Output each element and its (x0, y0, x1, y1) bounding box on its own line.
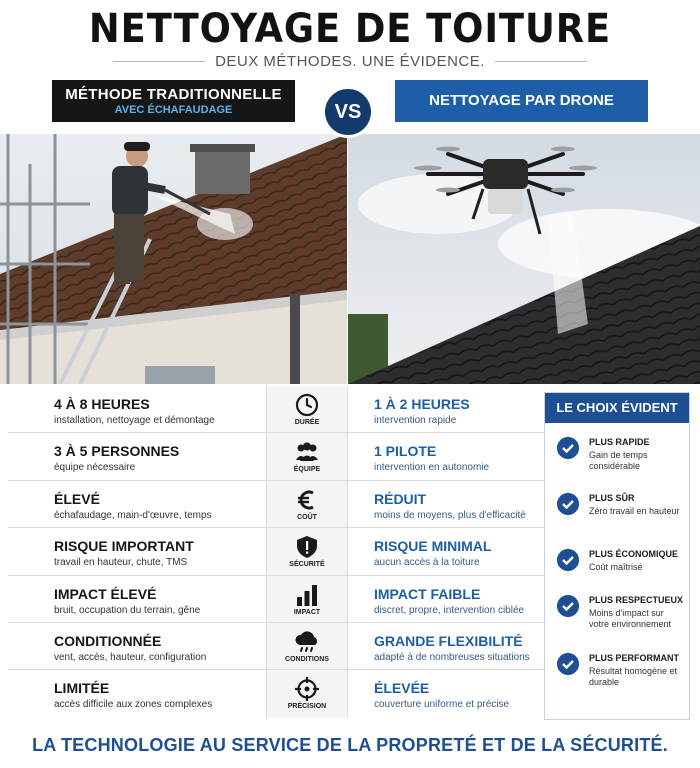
drone-cleaning-photo (348, 134, 700, 384)
table-row (8, 670, 544, 717)
benefit-title: PLUS ÉCONOMIQUE (589, 549, 679, 559)
table-row (8, 576, 544, 623)
table-row (8, 623, 544, 670)
traditional-desc: échafaudage, main-d'œuvre, temps (54, 509, 212, 521)
weather-icon (294, 630, 320, 654)
criterion-label: DURÉE (294, 419, 320, 426)
benefit-title: PLUS PERFORMANT (589, 653, 679, 663)
drone-value: RISQUE MINIMAL (374, 538, 492, 555)
traditional-value: ÉLEVÉ (54, 490, 100, 507)
drone-desc: intervention en autonomie (374, 462, 490, 474)
traditional-cleaning-photo (0, 134, 347, 384)
drone-desc: discret, propre, intervention ciblée (374, 604, 525, 616)
check-icon (557, 595, 579, 617)
traditional-desc: accès difficile aux zones complexes (54, 699, 213, 711)
traditional-value: IMPACT ÉLEVÉ (54, 585, 157, 602)
vs-badge: VS (322, 86, 374, 138)
euro-icon (295, 488, 319, 512)
divider-left (113, 61, 205, 62)
benefit-desc: Zéro travail en hauteur (589, 506, 680, 516)
traditional-value: LIMITÉE (54, 680, 110, 697)
traditional-method-subtitle: AVEC ÉCHAFAUDAGE (114, 104, 233, 116)
benefit-title: PLUS RESPECTUEUX (589, 595, 684, 605)
criterion-label: ÉQUIPE (293, 466, 321, 474)
drone-method-banner: NETTOYAGE PAR DRONE (395, 80, 648, 122)
drone-value: GRANDE FLEXIBILITÉ (374, 632, 523, 649)
criterion-label: PRÉCISION (287, 703, 327, 711)
criterion-label: COÛT (297, 513, 317, 521)
drone-value: IMPACT FAIBLE (374, 585, 481, 602)
traditional-method-banner (52, 80, 295, 122)
bar-chart-icon (295, 583, 319, 607)
criterion-label: SÉCURITÉ (289, 561, 325, 569)
traditional-desc: bruit, occupation du terrain, gêne (54, 604, 201, 616)
criterion-label: CONDITIONS (285, 655, 329, 663)
traditional-desc: travail en hauteur, chute, TMS (54, 557, 188, 569)
drone-desc: intervention rapide (374, 415, 457, 426)
obvious-choice-title: LE CHOIX ÉVIDENT (545, 393, 689, 423)
crosshair-icon (294, 677, 320, 701)
benefit-desc: Moins d'impact sur votre environnement (589, 608, 672, 629)
drone-desc: couverture uniforme et précise (374, 699, 510, 711)
traditional-desc: vent, accès, hauteur, configuration (54, 651, 207, 663)
page-subtitle: DEUX MÉTHODES. UNE ÉVIDENCE. (215, 52, 485, 70)
drone-value: RÉDUIT (374, 490, 427, 507)
table-row (8, 433, 544, 480)
shield-icon (296, 535, 318, 559)
divider-right (495, 61, 587, 62)
table-row (8, 386, 544, 433)
subtitle-row (0, 51, 700, 71)
criterion-label: IMPACT (293, 608, 321, 616)
footer-tagline: LA TECHNOLOGIE AU SERVICE DE LA PROPRETÉ ET DE LA SÉCURITÉ. (32, 735, 668, 755)
check-icon (557, 549, 579, 571)
check-icon (557, 493, 579, 515)
comparison-table (8, 386, 544, 718)
clock-icon (295, 393, 319, 417)
traditional-desc: installation, nettoyage et démontage (54, 415, 215, 426)
people-icon (294, 440, 320, 464)
benefit-desc: Gain de temps considérable (589, 450, 648, 471)
table-row (8, 481, 544, 528)
table-row (8, 528, 544, 575)
traditional-desc: équipe nécessaire (54, 462, 136, 474)
benefit-desc: Coût maîtrisé (589, 562, 643, 572)
benefit-title: PLUS SÛR (589, 493, 635, 503)
traditional-value: 4 À 8 HEURES (54, 396, 150, 412)
drone-desc: aucun accès à la toiture (374, 557, 480, 569)
traditional-method-title: MÉTHODE TRADITIONNELLE (65, 86, 282, 103)
traditional-value: 3 À 5 PERSONNES (54, 443, 180, 460)
obvious-choice-panel (544, 392, 690, 720)
drone-desc: moins de moyens, plus d'efficacité (374, 509, 526, 521)
benefit-title: PLUS RAPIDE (589, 437, 650, 447)
drone-value: ÉLEVÉE (374, 680, 430, 697)
drone-desc: adapté à de nombreuses situations (374, 651, 530, 663)
traditional-value: RISQUE IMPORTANT (54, 538, 194, 555)
traditional-value: CONDITIONNÉE (54, 632, 162, 649)
page-title: NETTOYAGE DE TOITURE (88, 6, 612, 52)
drone-value: 1 PILOTE (374, 443, 437, 460)
check-icon (557, 437, 579, 459)
drone-value: 1 À 2 HEURES (374, 396, 470, 412)
benefit-desc: Résultat homogène et durable (589, 666, 678, 687)
check-icon (557, 653, 579, 675)
